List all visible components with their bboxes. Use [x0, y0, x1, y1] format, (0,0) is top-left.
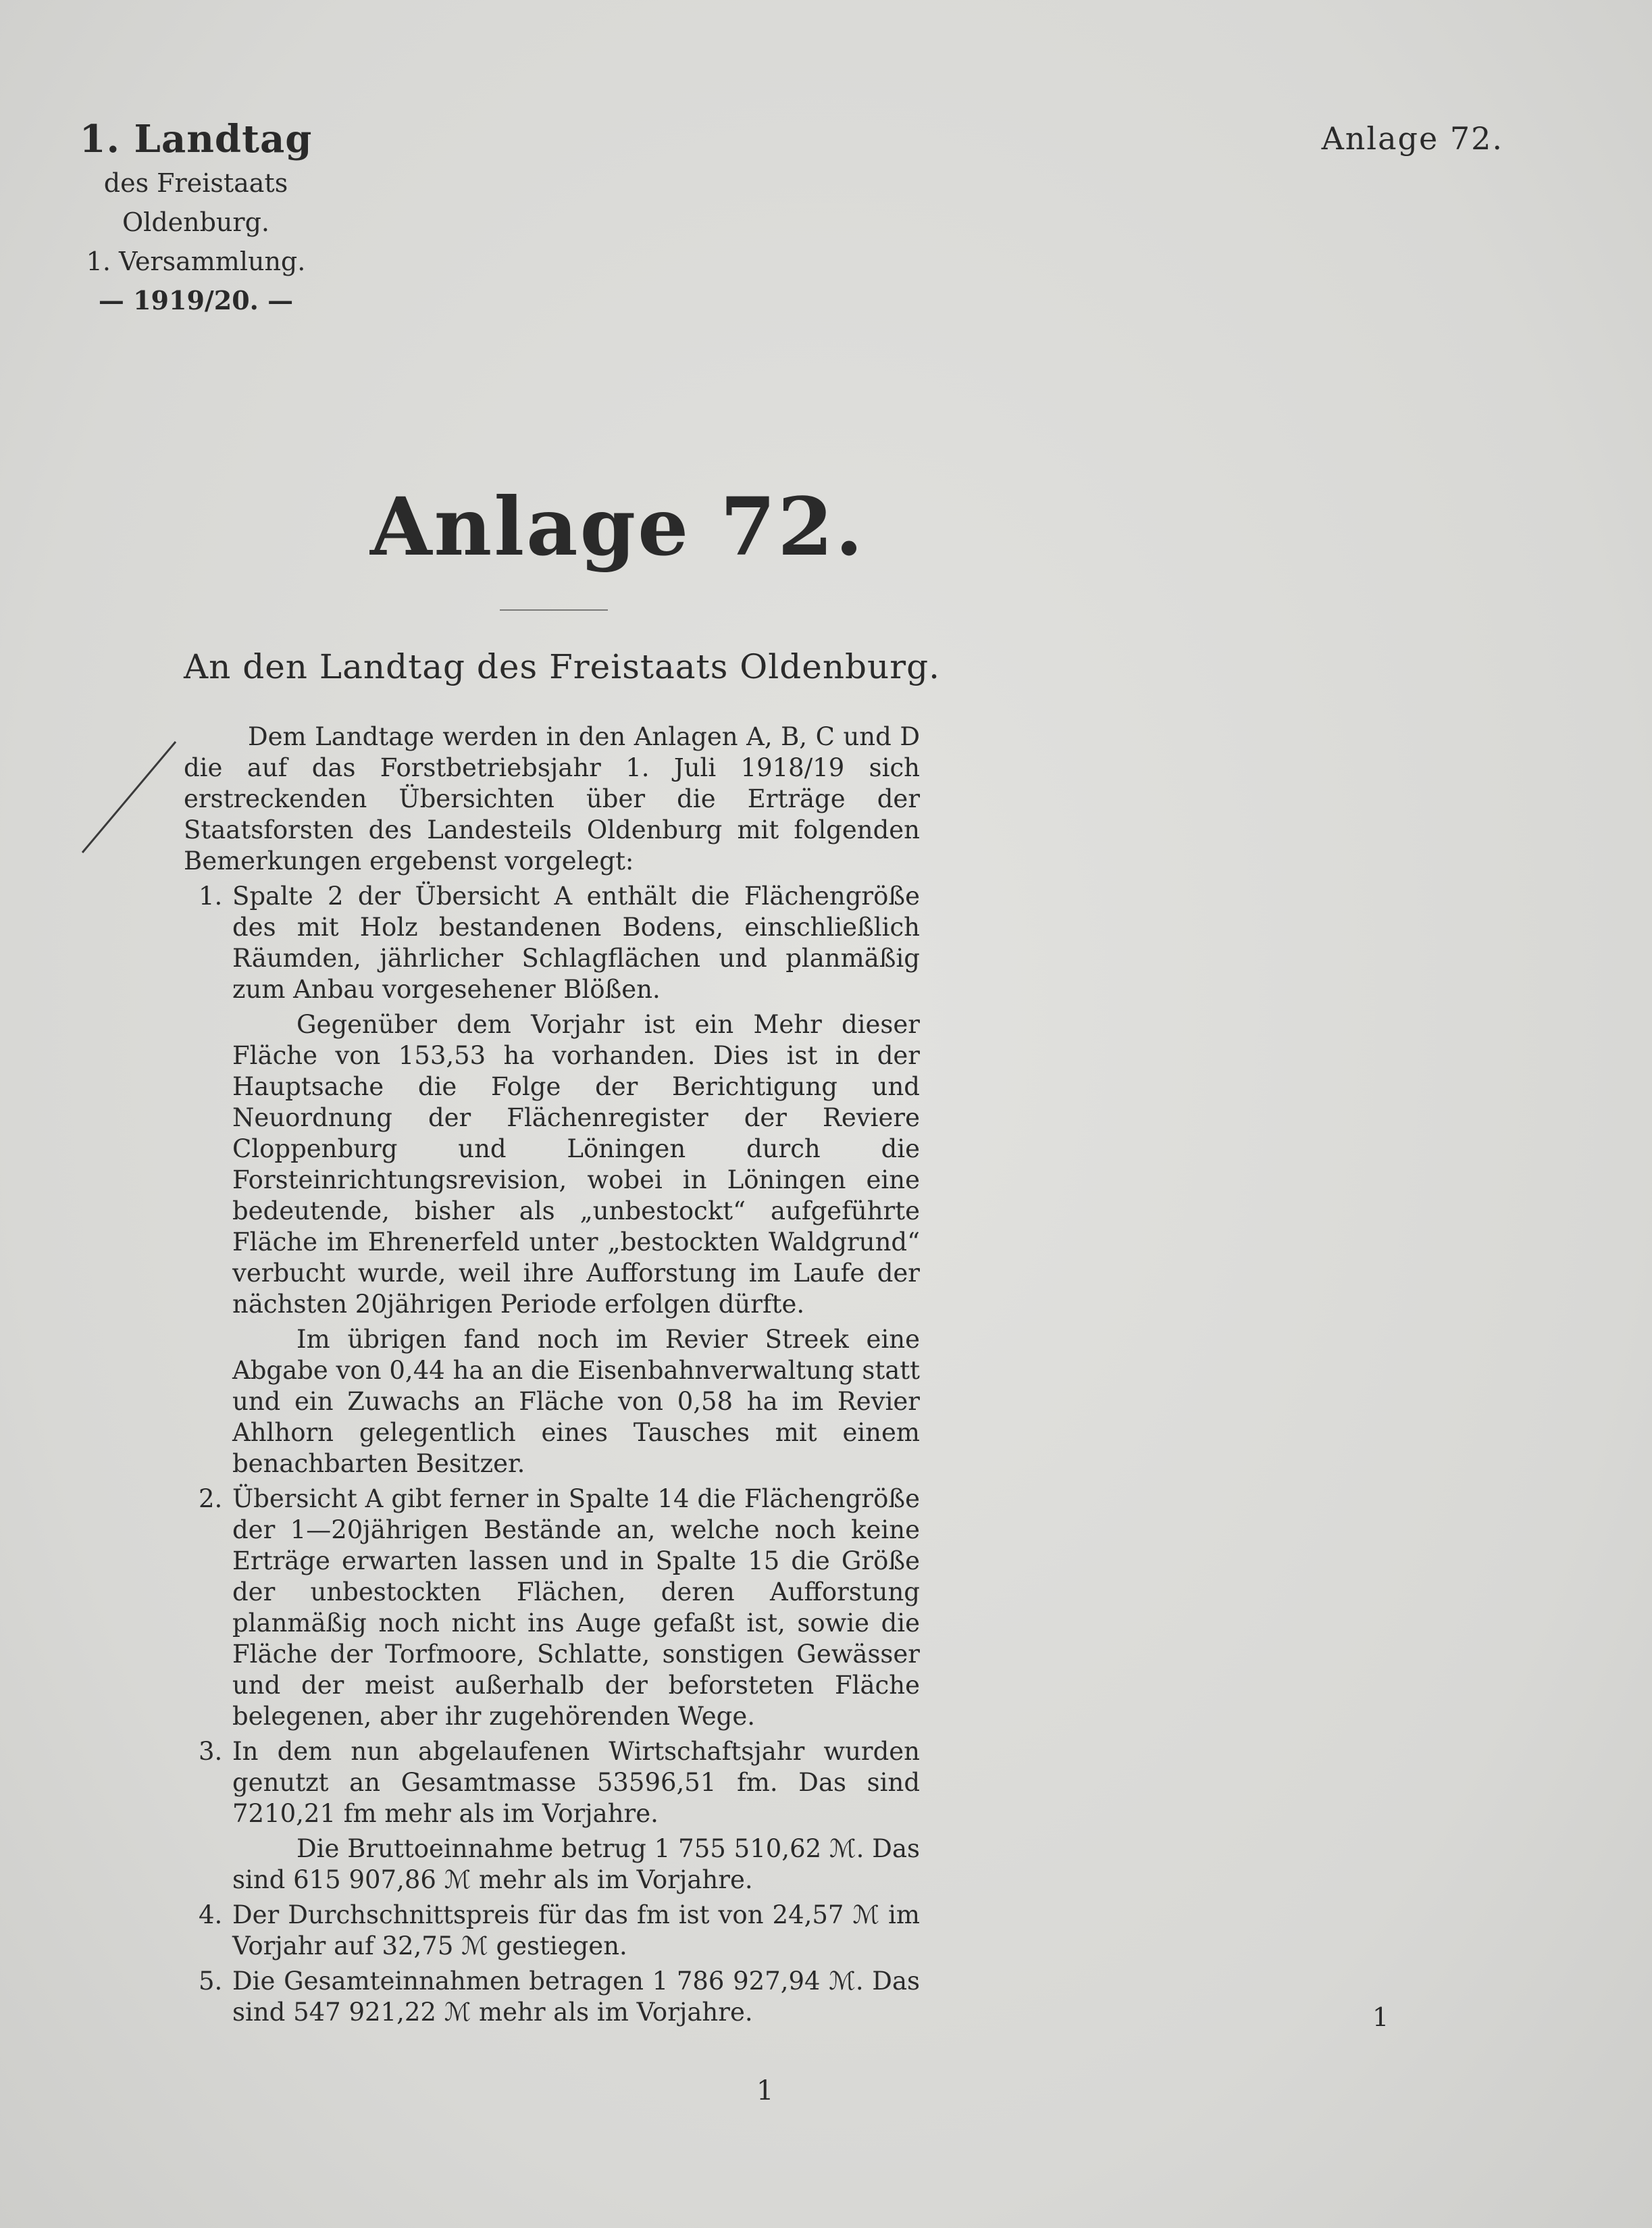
- sub-paragraph: Die Bruttoeinnahme betrug 1 755 510,62 ℳ. Das sind 615 907,86 ℳ mehr als im Vorjahre.: [232, 1834, 920, 1894]
- list-item-text: Spalte 2 der Übersicht A enthält die Flächengröße des mit Holz bestandenen Bodens, einschließlich Räumden, jährlicher Schlagflächen und planmäßig zum Anbau vorgesehener Blößen.: [232, 882, 920, 1004]
- list-item-number: 1.: [199, 882, 223, 911]
- header-landtag-number: 1. Landtag: [79, 117, 313, 161]
- page-number-bottom: 1: [756, 2075, 774, 2106]
- addressee: An den Landtag des Freistaats Oldenburg.: [184, 647, 941, 686]
- page-title: Anlage 72.: [370, 480, 865, 574]
- list-item-text: Übersicht A gibt ferner in Spalte 14 die Flächengröße der 1—20jährigen Bestände an, welche noch keine Erträge erwarten lassen und in Spalte 15 die Größe der unbestockten Flächen, deren Aufforstung planmäßig noch nicht ins Auge gefaßt ist, sowie die Fläche der Torfmoore, Schlatte, sonstigen Gewässer und der meist außerhalb der beforsteten Fläche belegenen, aber ihr zugehörenden Wege.: [232, 1484, 920, 1731]
- body-text: [184, 721, 920, 2032]
- header-left: [41, 115, 351, 320]
- header-right-annex: Anlage 72.: [1321, 120, 1503, 157]
- list-item-number: 3.: [199, 1737, 223, 1766]
- sub-paragraph: Gegenüber dem Vorjahr ist ein Mehr dieser Fläche von 153,53 ha vorhanden. Dies ist in der Hauptsache die Folge der Berichtigung und Neuordnung der Flächenregister der Reviere Cloppenburg und Löningen durch die Forsteinrichtungsrevision, wobei in Löningen eine bedeutende, bisher als „unbestockt“ aufgeführte Fläche im Ehrenerfeld unter „bestockten Waldgrund“ verbucht wurde, weil ihre Aufforstung im Laufe der nächsten 20jährigen Periode erfolgen dürfte.: [232, 1010, 920, 1319]
- margin-slash-mark: [74, 736, 196, 858]
- header-state: des Freistaats Oldenburg.: [103, 168, 288, 237]
- list-item-text: In dem nun abgelaufenen Wirtschaftsjahr wurden genutzt an Gesamtmasse 53596,51 fm. Das sind 7210,21 fm mehr als im Vorjahre.: [232, 1737, 920, 1828]
- list-item-number: 2.: [199, 1484, 223, 1513]
- header-year: — 1919/20. —: [98, 285, 294, 315]
- list-item: [184, 1900, 920, 1962]
- list-item-number: 4.: [199, 1900, 223, 1929]
- list-item-text: Die Gesamteinnahmen betragen 1 786 927,94 ℳ. Das sind 547 921,22 ℳ mehr als im Vorjahre.: [232, 1967, 920, 2027]
- list-item: [184, 881, 920, 1005]
- list-item-number: 5.: [199, 1967, 223, 1996]
- header-session: 1. Versammlung.: [86, 247, 306, 276]
- sub-paragraph: Im übrigen fand noch im Revier Streek eine Abgabe von 0,44 ha an die Eisenbahnverwaltung statt und ein Zuwachs an Fläche von 0,58 ha im Revier Ahlhorn gelegentlich eines Tausches mit einem benachbarten Besitzer.: [232, 1325, 920, 1478]
- list-item: [184, 1484, 920, 1732]
- list-item: [184, 1736, 920, 1829]
- intro-paragraph: Dem Landtage werden in den Anlagen A, B, C und D die auf das Forstbetriebsjahr 1. Juli 1918/19 sich erstreckenden Übersichten über die Erträge der Staatsforsten des Landesteils Oldenburg mit folgenden Bemerkungen ergebenst vorgelegt:: [184, 722, 920, 876]
- page-number-right: 1: [1372, 2002, 1389, 2032]
- list-item-text: Der Durchschnittspreis für das fm ist von 24,57 ℳ im Vorjahr auf 32,75 ℳ gestiegen.: [232, 1900, 920, 1960]
- title-divider: [500, 609, 608, 611]
- list-item: [184, 1966, 920, 2028]
